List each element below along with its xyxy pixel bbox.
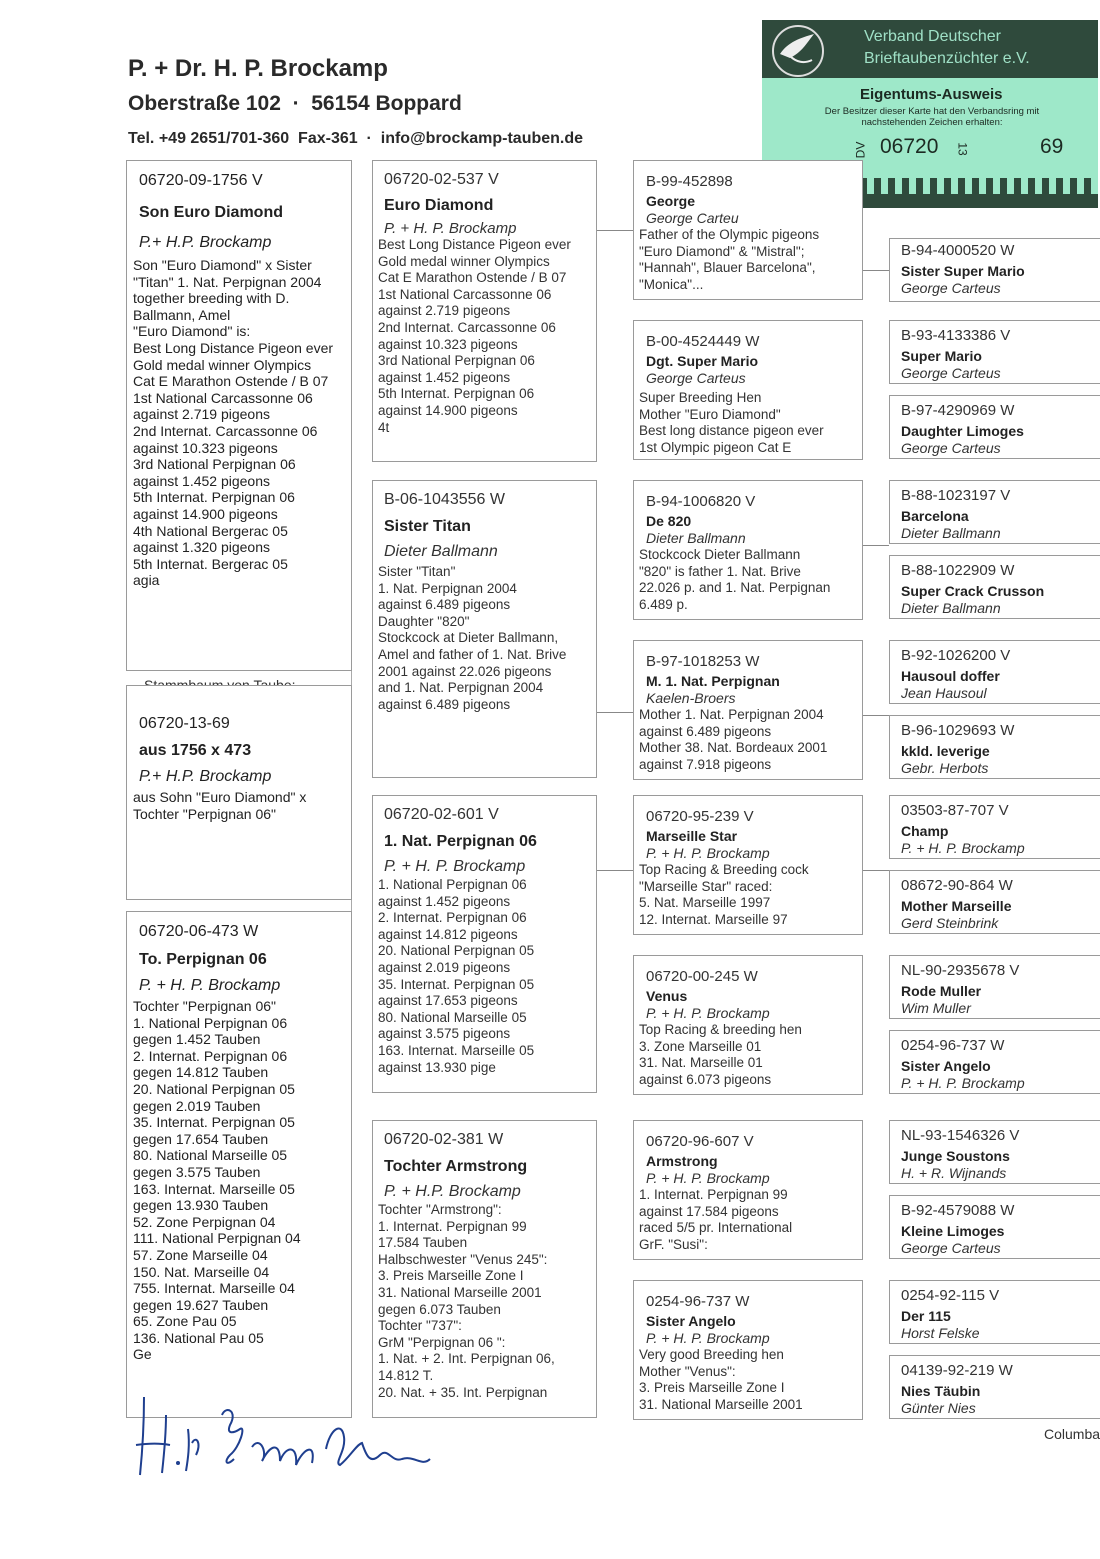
connector-line bbox=[863, 270, 889, 271]
breeder-name: P. + H. P. Brockamp bbox=[646, 845, 770, 861]
pigeon-name: Venus bbox=[646, 988, 688, 1004]
performance-text: Stockcock Dieter Ballmann "820" is father 1. Nat. Brive 22.026 p. and 1. Nat. Perpignan 6.489 p. bbox=[639, 547, 831, 612]
breeder-name: P. + H. P. Brockamp bbox=[646, 1330, 770, 1346]
pigeon-name: Barcelona bbox=[901, 508, 969, 524]
ring-number: B-06-1043556 W bbox=[384, 491, 505, 508]
pedigree-box-gggparent bbox=[889, 238, 1100, 302]
card-org-line2: Brieftaubenzüchter e.V. bbox=[864, 50, 1030, 67]
performance-text: Tochter "Armstrong": 1. Internat. Perpignan 99 17.584 Tauben Halbschwester "Venus 245": 3. Preis Marseille Zone I 31. National Marseille 2001 gegen 6.073 Tauben Tochter "737": GrM "Perpignan 06 ": 1. Nat. + 2. Int. Perpignan 06, 14.812 T. 20. Nat. + 35. Int. Perpignan bbox=[378, 1202, 555, 1400]
performance-text: Super Breeding Hen Mother "Euro Diamond" Best long distance pigeon ever 1st Olympic pigeon Cat E bbox=[639, 390, 824, 455]
pigeon-name: Euro Diamond bbox=[384, 197, 494, 214]
pedigree-box-ggparent bbox=[633, 795, 863, 935]
card-club: 06720 bbox=[880, 135, 939, 158]
pigeon-name: Kleine Limoges bbox=[901, 1223, 1005, 1239]
pigeon-name: Super Crack Crusson bbox=[901, 583, 1045, 599]
ring-number: 0254-92-115 V bbox=[901, 1287, 1000, 1304]
pigeon-name: Sister Angelo bbox=[646, 1313, 736, 1329]
breeder-name: Horst Felske bbox=[901, 1325, 980, 1341]
ring-number: B-94-4000520 W bbox=[901, 242, 1015, 259]
performance-text: 1. Internat. Perpignan 99 against 17.584 pigeons raced 5/5 pr. International GrF. "Susi": bbox=[639, 1187, 793, 1252]
pedigree-box-gggparent bbox=[889, 555, 1100, 619]
breeder-name: Gebr. Herbots bbox=[901, 760, 989, 776]
breeder-name: Dieter Ballmann bbox=[646, 530, 746, 546]
pedigree-box-gggparent bbox=[889, 1355, 1100, 1419]
ring-number: B-88-1022909 W bbox=[901, 562, 1015, 579]
pigeon-name: Tochter Armstrong bbox=[384, 1158, 528, 1175]
breeder-name: George Carteus bbox=[646, 370, 746, 386]
pigeon-name: 1. Nat. Perpignan 06 bbox=[384, 833, 537, 850]
pigeon-name: Marseille Star bbox=[646, 828, 738, 844]
performance-text: Top Racing & Breeding cock "Marseille Star" raced: 5. Nat. Marseille 1997 12. Internat. Marseille 97 bbox=[639, 862, 809, 927]
pigeon-name: Super Mario bbox=[901, 348, 982, 364]
performance-text: Tochter "Perpignan 06" 1. National Perpignan 06 gegen 1.452 Tauben 2. Internat. Perpignan 06 gegen 14.812 Tauben 20. National Perpignan 05 gegen 2.019 Tauben 35. Internat. Perpignan 05 gegen 17.654 Tauben 80. National Marseille 05 gegen 3.575 Tauben 163. Internat. Marseille 05 gegen 13.930 Tauben 52. Zone Perpignan 04 111. National Perpignan 04 57. Zone Marseille 04 150. Nat. Marseille 04 755. Internat. Marseille 04 gegen 19.627 Tauben 65. Zone Pau 05 136. National Pau 05 Ge bbox=[133, 998, 301, 1363]
pigeon-name: Mother Marseille bbox=[901, 898, 1012, 914]
pedigree-box-granddam-dam bbox=[372, 1120, 597, 1418]
breeder-name: P. + H. P. Brockamp bbox=[384, 220, 517, 237]
performance-text: Top Racing & breeding hen 3. Zone Marseille 01 31. Nat. Marseille 01 against 6.073 pigeons bbox=[639, 1022, 802, 1087]
breeder-name: Dieter Ballmann bbox=[901, 525, 1001, 541]
breeder-name: P. + H. P. Brockamp bbox=[646, 1170, 770, 1186]
pedigree-box-gggparent bbox=[889, 480, 1100, 544]
card-title: Eigentums-Ausweis bbox=[860, 86, 1003, 103]
pedigree-box-sire bbox=[126, 160, 352, 671]
pigeon-name: Junge Soustons bbox=[901, 1148, 1010, 1164]
connector-line bbox=[597, 870, 633, 871]
connector-line bbox=[597, 230, 633, 231]
card-ring: 69 bbox=[1040, 135, 1064, 158]
ring-number: 06720-09-1756 V bbox=[139, 172, 263, 189]
pigeon-name: Son Euro Diamond bbox=[139, 204, 283, 221]
software-credit: Columba bbox=[1044, 1426, 1100, 1442]
ring-number: B-00-4524449 W bbox=[646, 333, 760, 350]
pedigree-box-granddam bbox=[372, 480, 597, 778]
pedigree-box-gggparent bbox=[889, 870, 1100, 934]
pedigree-box-ggparent bbox=[633, 640, 863, 780]
pedigree-box-gggparent bbox=[889, 955, 1100, 1019]
pigeon-name: kkld. leverige bbox=[901, 743, 990, 759]
pigeon-name: De 820 bbox=[646, 513, 692, 529]
connector-line bbox=[597, 712, 633, 713]
performance-text: Mother 1. Nat. Perpignan 2004 against 6.489 pigeons Mother 38. Nat. Bordeaux 2001 against 7.918 pigeons bbox=[639, 707, 828, 772]
pedigree-box-gggparent bbox=[889, 1280, 1100, 1344]
breeder-name: George Carteus bbox=[901, 440, 1001, 456]
breeder-name: P.+ H.P. Brockamp bbox=[139, 234, 272, 251]
breeder-name: Dieter Ballmann bbox=[901, 600, 1001, 616]
ring-number: 06720-02-537 V bbox=[384, 171, 499, 188]
breeder-name: Gerd Steinbrink bbox=[901, 915, 999, 931]
performance-text: Son "Euro Diamond" x Sister "Titan" 1. Nat. Perpignan 2004 together breeding with D. Ballmann, Amel "Euro Diamond" is: Best Long Distance Pigeon ever Gold medal winner Olympics Cat E Marathon Ostende / B 07 1st National Carcassonne 06 against 2.719 pigeons 2nd Internat. Carcassonne 06 against 10.323 pigeons 3rd National Perpignan 06 against 1.452 pigeons 5th Internat. Perpignan 06 against 14.900 pigeons 4th National Bergerac 05 against 1.320 pigeons 5th Internat. Bergerac 05 agia bbox=[133, 257, 334, 589]
pigeon-name: Dgt. Super Mario bbox=[646, 353, 759, 369]
performance-text: Best Long Distance Pigeon ever Gold medal winner Olympics Cat E Marathon Ostende / B 07 1st National Carcassonne 06 against 2.719 pigeons 2nd Internat. Carcassonne 06 against 10.323 pigeons 3rd National Perpignan 06 against 1.452 pigeons 5th Internat. Perpignan 06 against 14.900 pigeons 4t bbox=[378, 237, 571, 435]
pigeon-name: Sister Angelo bbox=[901, 1058, 991, 1074]
card-dv: DV bbox=[853, 141, 868, 159]
handwritten-signature bbox=[130, 1385, 450, 1495]
pigeon-name: M. 1. Nat. Perpignan bbox=[646, 673, 780, 689]
dove-logo-icon bbox=[770, 24, 826, 78]
performance-text: Father of the Olympic pigeons "Euro Diamond" & "Mistral"; "Hannah", Blauer Barcelona", "Monica"... bbox=[639, 227, 820, 292]
pedigree-box-gggparent bbox=[889, 1120, 1100, 1184]
ring-number: 0254-96-737 W bbox=[901, 1037, 1005, 1054]
ring-number: B-94-1006820 V bbox=[646, 493, 756, 510]
ring-number: 06720-02-381 W bbox=[384, 1131, 504, 1148]
ring-number: B-97-1018253 W bbox=[646, 653, 760, 670]
pigeon-name: Sister Titan bbox=[384, 518, 471, 535]
breeder-name: Wim Muller bbox=[901, 1000, 971, 1016]
breeder-name: P. + H. P. Brockamp bbox=[646, 1005, 770, 1021]
breeder-name: Jean Hausoul bbox=[901, 685, 987, 701]
breeder-name: George Carteus bbox=[901, 1240, 1001, 1256]
owner-name: P. + Dr. H. P. Brockamp bbox=[128, 55, 388, 82]
pedigree-box-ggparent bbox=[633, 320, 863, 460]
pedigree-box-ggparent bbox=[633, 1280, 863, 1420]
ring-number: 06720-13-69 bbox=[139, 715, 230, 732]
ring-number: 06720-06-473 W bbox=[139, 923, 259, 940]
breeder-name: George Carteus bbox=[901, 280, 1001, 296]
owner-contact: Tel. +49 2651/701-360 Fax-361 · info@brockamp-tauben.de bbox=[128, 130, 584, 147]
pedigree-box-gggparent bbox=[889, 1030, 1100, 1094]
card-org-line1: Verband Deutscher bbox=[864, 28, 1001, 45]
ring-number: B-92-4579088 W bbox=[901, 1202, 1015, 1219]
card-subtitle: Der Besitzer dieser Karte hat den Verbandsring mit nachstehenden Zeichen erhalten: bbox=[824, 106, 1040, 128]
owner-address: Oberstraße 102 · 56154 Boppard bbox=[128, 92, 462, 115]
pigeon-name: Daughter Limoges bbox=[901, 423, 1024, 439]
ring-number: B-88-1023197 V bbox=[901, 487, 1011, 504]
ring-number: 06720-96-607 V bbox=[646, 1133, 754, 1150]
pigeon-name: Nies Täubin bbox=[901, 1383, 981, 1399]
ring-number: 06720-00-245 W bbox=[646, 968, 758, 985]
pedigree-box-ggparent bbox=[633, 160, 863, 300]
pedigree-box-gggparent bbox=[889, 395, 1100, 459]
pigeon-name: aus 1756 x 473 bbox=[139, 742, 252, 759]
pedigree-box-gggparent bbox=[889, 1195, 1100, 1259]
pedigree-box-gggparent bbox=[889, 715, 1100, 779]
performance-text: 1. National Perpignan 06 against 1.452 pigeons 2. Internat. Perpignan 06 against 14.812 pigeons 20. National Perpignan 05 against 2.019 pigeons 35. Internat. Perpignan 05 against 17.653 pigeons 80. National Marseille 05 against 3.575 pigeons 163. Internat. Marseille 05 against 13.930 pige bbox=[378, 877, 535, 1075]
pigeon-name: George bbox=[646, 193, 696, 209]
pedigree-box-gggparent bbox=[889, 795, 1100, 859]
ring-number: B-93-4133386 V bbox=[901, 327, 1011, 344]
pedigree-box-dam bbox=[126, 911, 352, 1418]
connector-line bbox=[863, 545, 889, 546]
breeder-name: H. + R. Wijnands bbox=[901, 1165, 1007, 1181]
breeder-name: George Carteus bbox=[901, 365, 1001, 381]
ring-number: 06720-95-239 V bbox=[646, 808, 754, 825]
ring-number: 0254-96-737 W bbox=[646, 1293, 750, 1310]
breeder-name: Dieter Ballmann bbox=[384, 543, 498, 560]
connector-line bbox=[863, 870, 889, 871]
breeder-name: P. + H.P. Brockamp bbox=[384, 1183, 521, 1200]
pedigree-box-subject bbox=[126, 685, 352, 900]
ring-number: B-92-1026200 V bbox=[901, 647, 1011, 664]
pedigree-box-grandsire bbox=[372, 160, 597, 462]
pigeon-name: Hausoul doffer bbox=[901, 668, 1000, 684]
breeder-name: P. + H. P. Brockamp bbox=[384, 858, 526, 875]
breeder-name: Kaelen-Broers bbox=[646, 690, 736, 706]
breeder-name: P. + H. P. Brockamp bbox=[901, 1075, 1025, 1091]
breeder-name: Günter Nies bbox=[901, 1400, 976, 1416]
card-year: 13 bbox=[955, 142, 970, 156]
ring-number: 03503-87-707 V bbox=[901, 802, 1009, 819]
pigeon-name: Armstrong bbox=[646, 1153, 718, 1169]
performance-text: Sister "Titan" 1. Nat. Perpignan 2004 against 6.489 pigeons Daughter "820" Stockcock at Dieter Ballmann, Amel and father of 1. Nat. Brive 2001 against 22.026 pigeons and 1. Nat. Perpignan 2004 against 6.489 pigeons bbox=[378, 564, 567, 712]
pigeon-name: Der 115 bbox=[901, 1308, 951, 1324]
breeder-name: P. + H. P. Brockamp bbox=[139, 977, 281, 994]
ring-number: NL-90-2935678 V bbox=[901, 962, 1020, 979]
ring-number: B-96-1029693 W bbox=[901, 722, 1015, 739]
ring-number: 04139-92-219 W bbox=[901, 1362, 1013, 1379]
ring-number: B-97-4290969 W bbox=[901, 402, 1015, 419]
description-text: aus Sohn "Euro Diamond" x Tochter "Perpignan 06" bbox=[133, 789, 307, 822]
pedigree-box-ggparent bbox=[633, 480, 863, 620]
pigeon-name: Sister Super Mario bbox=[901, 263, 1025, 279]
breeder-name: George Carteu bbox=[646, 210, 739, 226]
pedigree-box-ggparent bbox=[633, 955, 863, 1095]
pedigree-box-ggparent bbox=[633, 1120, 863, 1260]
pigeon-name: To. Perpignan 06 bbox=[139, 951, 267, 968]
ring-number: B-99-452898 bbox=[646, 173, 733, 190]
ring-number: 08672-90-864 W bbox=[901, 877, 1013, 894]
breeder-name: P.+ H.P. Brockamp bbox=[139, 768, 272, 785]
pigeon-name: Rode Muller bbox=[901, 983, 982, 999]
ring-number: NL-93-1546326 V bbox=[901, 1127, 1020, 1144]
pedigree-box-gggparent bbox=[889, 640, 1100, 704]
ring-number: 06720-02-601 V bbox=[384, 806, 499, 823]
pedigree-box-gggparent bbox=[889, 320, 1100, 384]
breeder-name: P. + H. P. Brockamp bbox=[901, 840, 1025, 856]
pedigree-box-grandsire-dam bbox=[372, 795, 597, 1093]
performance-text: Very good Breeding hen Mother "Venus": 3. Preis Marseille Zone I 31. National Marseille 2001 bbox=[639, 1347, 803, 1412]
connector-line bbox=[863, 715, 889, 716]
pigeon-name: Champ bbox=[901, 823, 949, 839]
